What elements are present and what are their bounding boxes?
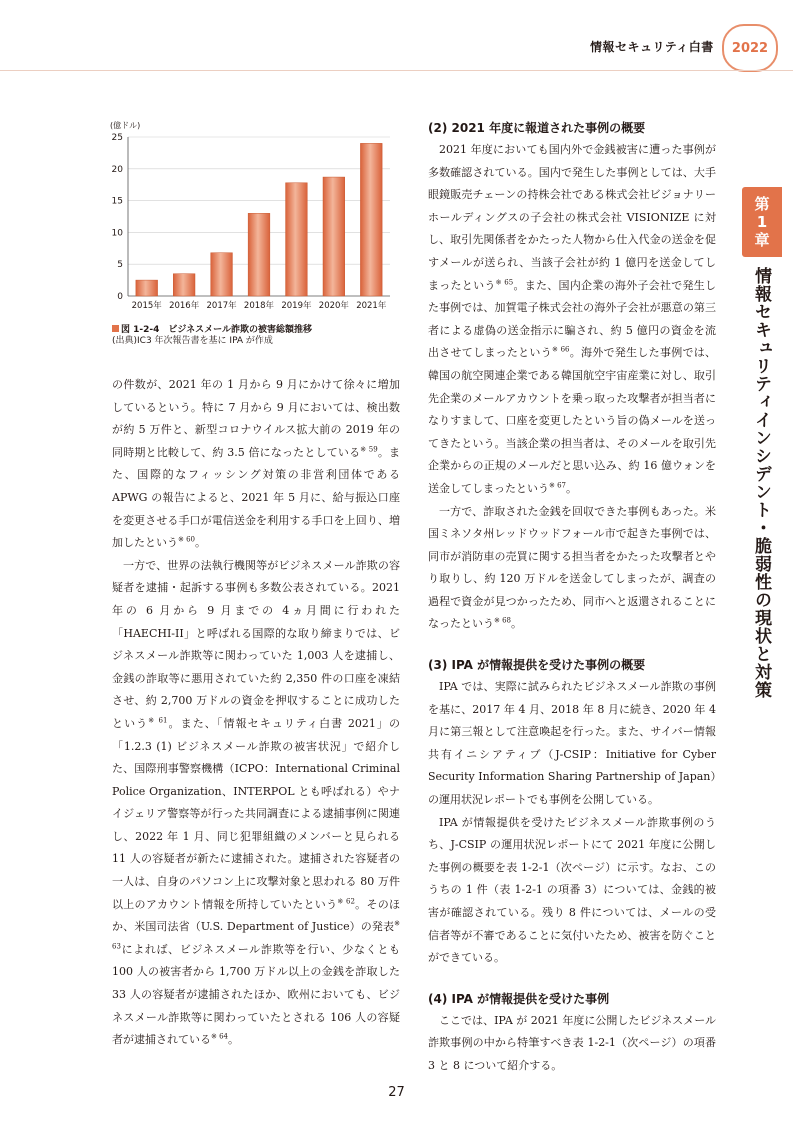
header-divider [0,70,793,71]
footnote-ref: ※ 59 [360,445,378,454]
chapter-tab [742,187,782,257]
bar [211,253,233,296]
paragraph: の件数が、2021 年の 1 月から 9 月にかけて徐々に増加しているという。特に 7 月から 9 月においては、検出数が約 5 万件と、新型コロナウイルス拡大前の 2019 年の同時期と比較して、約 3.5 倍になったとしている$^{※ 59}$。また、国際的なフィッシング対策の非営利団体である APWG の報告によると、2021 年 5 月に、給与振込口座を変更させる手口が電信送金を利用する手口を上回り、増加したという$^{※ 60}$。 [112,378,401,550]
bar-chart [100,117,400,317]
paragraph: IPA が情報提供を受けたビジネスメール詐欺事例のうち、J-CSIP の運用状況レポートにて 2021 年度に公開した事例の概要を表 1-2-1（次ページ）に示す。なお、このうちの 1 件（表 1-2-1 の項番 3）については、金銭的被害が確認されている。残り 8 件については、メールの受信者等が不審であることに気付いたため、被害を防ぐことができている。 [428,815,716,965]
page-number: 27 [388,1085,405,1100]
x-tick-label: 2020年 [318,301,349,311]
left-column [112,374,400,1052]
footnote-ref: ※ 63 [112,919,400,951]
y-tick-label: 10 [111,228,123,239]
caption-square-icon [112,325,119,332]
y-tick-label: 0 [117,292,123,302]
figure-source: (出典)IC3 年次報告書を基に IPA が作成 [112,336,273,346]
x-tick-label: 2019年 [281,301,312,311]
footnote-ref: ※ 65 [495,277,514,286]
footnote-ref: ※ 61 [148,716,168,725]
chapter-number: 1 [756,213,768,231]
paragraph: IPA では、実際に試みられたビジネスメール詐欺の事例を基に、2017 年 4 月、2018 年 8 月に続き、2020 年 4 月に第三報として注意喚起を行った。また、サイバー情報共有イニシアティブ（J-CSIP：Initiative for Cyber Security Information Sharing Partnership of Japan）の運用状況レポートでも事例を公開している。 [428,680,716,807]
x-tick-label: 2018年 [243,301,275,311]
bar [136,280,158,296]
section-heading: (2) 2021 年度に報道された事例の概要 [428,121,646,135]
paragraph: 2021 年度においても国内外で金銭被害に遭った事例が多数確認されている。国内で発生した事例としては、大手眼鏡販売チェーンの持株会社である株式会社ビジョナリーホールディングスの子会社の株式会社 VISIONIZE に対し、取引先関係者をかたった人物から仕入代金の送金を促すメールが送られ、当該子会社が約 1 億円を送金してしまったという$^{※ 65}$。また、国内企業の海外子会社で発生した事例では、加賀電子株式会社の海外子会社が悪意の第三者による虚偽の送金指示に騙され、約 5 億円の資金を流出させてしまったという$^{※ 66}$。海外で発生した事例では、韓国の航空関連企業である韓国航空宇宙産業に対し、取引先企業のメールアカウントを乗っ取った攻撃者が担当者になりすまして、口座を変更したという旨の偽メールを送ってきたという。当該企業の担当者は、そのメールを取引先企業からの正規のメールだと思い込み、約 16 億ウォンを送金してしまったという$^{※ 67}$。 [428,143,717,495]
right-column [428,117,716,1078]
spacer [428,636,716,654]
x-tick-label: 2021年 [356,301,387,311]
y-tick-label: 5 [117,260,123,271]
x-tick-label: 2017年 [206,301,237,311]
footnote-ref: ※ 60 [178,535,195,544]
section-heading: (4) IPA が情報提供を受けた事例 [428,991,610,1006]
chapter-title: 情報セキュリティインシデント・脆弱性の現状と対策 [751,267,771,699]
section-heading: (3) IPA が情報提供を受けた事例の概要 [428,658,646,673]
paragraph: ここでは、IPA が 2021 年度に公開したビジネスメール詐欺事例の中から特筆すべき表 1-2-1（次ページ）の項番 3 と 8 について紹介する。 [428,1013,716,1072]
y-tick-label: 20 [111,164,123,175]
y-tick-label: 25 [111,133,123,143]
bar [173,274,195,296]
chapter-suffix: 章 [754,231,770,249]
x-tick-label: 2016年 [169,301,200,311]
bar [323,177,345,296]
y-axis-label: (億ドル) [110,121,141,130]
header-title: 情報セキュリティ白書 [590,40,714,54]
footnote-ref: ※ 67 [549,481,566,490]
header-year-badge: 2022 [722,24,778,72]
chapter-prefix: 第 [754,195,770,213]
x-tick-label: 2015年 [131,301,162,311]
footnote-ref: ※ 64 [211,1032,228,1041]
spacer [428,970,716,988]
figure-title: 図 1-2-4 ビジネスメール詐欺の被害総額推移 [121,325,312,335]
bar [248,213,270,296]
paragraph: 一方で、詐取された金銭を回収できた事例もあった。米国ミネソタ州レッドウッドフォール市で起きた事例では、同市が消防車の売買に関する担当者をかたった攻撃者とやり取りし、約 120 万ドルを送金してしまったが、調査の過程で資金が見つかったため、同市へと返還されることになったという$^{※ 68}$。 [428,504,716,631]
y-tick-label: 15 [111,196,123,207]
footnote-ref: ※ 62 [337,897,355,905]
paragraph: 一方で、世界の法執行機関等がビジネスメール詐欺の容疑者を逮捕・起訴する事例も多数公表されている。2021 年の 6 月から 9 月までの 4ヵ月間に行われた「HAECHI-II」と呼ばれる国際的な取り締まりでは、ビジネスメール詐欺等に関わっていた 1,003 人を逮捕し、金銭の詐取等に悪用されていた約 2,350 件の口座を凍結させ、約 2,700 万ドルの資金を押収することに成功したという$^{※ 61}$。また、「情報セキュリティ白書 2021」の「1.2.3 (1) ビジネスメール詐欺の被害状況」で紹介した、国際刑事警察機構（ICPO：International Criminal Police Organization、INTERPOL とも呼ばれる）やナイジェリア警察等が行った共同調査による逮捕事例に関連し、2022 年 1 月、同じ犯罪組織のメンバーと見られる 11 人の容疑者が新たに逮捕された。逮捕された容疑者の一人は、自身のパソコン上に攻撃対象と思われる 80 万件以上のアカウント情報を所持していたという$^{※ 62}$。そのほか、米国司法省（U.S. Department of Justice）の発表$^{※ 63}$によれば、ビジネスメール詐欺等を行い、少なくとも 100 人の被害者から 1,700 万ドル以上の金銭を詐取した 33 人の容疑者が逮捕されたほか、欧州においても、ビジネスメール詐欺等に関わっていたとされる 106 人の容疑者が逮捕されている$^{※ 64}$。 [112,558,401,1047]
bar [360,143,382,296]
footnote-ref: ※ 66 [551,345,570,354]
bar [286,183,308,296]
footnote-ref: ※ 68 [494,616,511,625]
